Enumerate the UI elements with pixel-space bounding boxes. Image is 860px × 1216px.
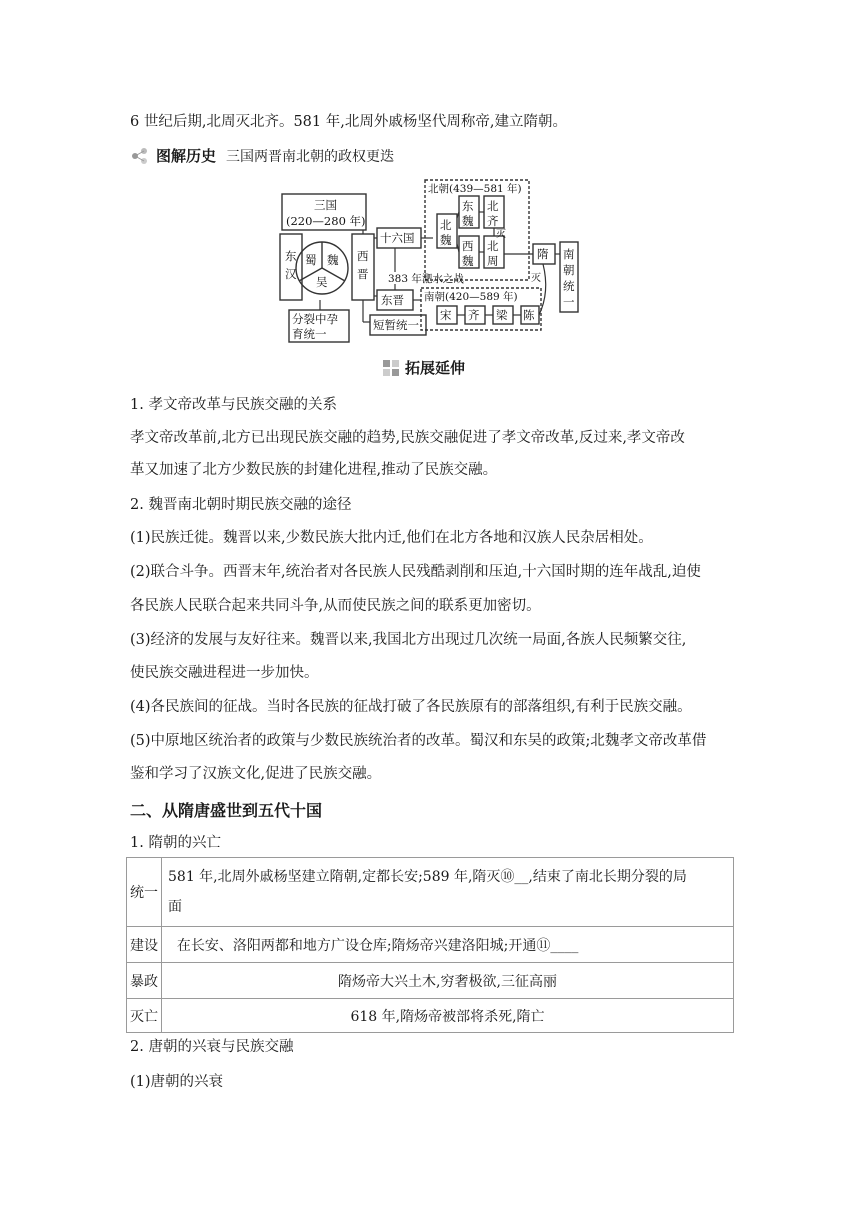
label-feishui: 383 年淝水之战 xyxy=(388,273,464,285)
diagram-section-icon xyxy=(130,147,150,165)
cell-line: 在长安、洛阳两都和地方广设仓库;隋炀帝兴建洛阳城;开通⑪____ xyxy=(168,937,579,954)
label-dongwei-1: 东 xyxy=(462,199,474,213)
label-chen: 陈 xyxy=(523,308,535,322)
label-mie-2: 灭 xyxy=(531,273,541,284)
s1-item2-line2: 各民族人民联合起来共同斗争,从而使民族之间的联系更加密切。 xyxy=(130,598,541,614)
s1-item3-line2: 使民族交融进程进一步加快。 xyxy=(130,665,319,681)
regime-diagram xyxy=(275,172,585,344)
section2-sub1: 1. 隋朝的兴亡 xyxy=(130,835,221,851)
label-shiliuguo: 十六国 xyxy=(380,231,415,245)
label-qi: 齐 xyxy=(468,308,480,322)
cell-line: 581 年,北周外戚杨坚建立隋朝,定都长安;589 年,隋灭⑩__,结束了南北长期分裂的局 xyxy=(168,869,687,885)
table-row xyxy=(127,858,734,927)
label-beiwei-1: 北 xyxy=(440,218,452,232)
s1-title2: 2. 魏晋南北朝时期民族交融的途径 xyxy=(130,497,352,513)
section2-sub2: 2. 唐朝的兴衰与民族交融 xyxy=(130,1039,294,1055)
label-donghan-2: 汉 xyxy=(285,267,297,281)
label-nanchao-unify-1: 南 xyxy=(563,247,575,261)
s1-title1: 1. 孝文帝改革与民族交融的关系 xyxy=(130,397,337,413)
label-xiwei-2: 魏 xyxy=(462,254,474,268)
label-nanchao: 南朝(420—589 年) xyxy=(424,291,518,303)
table-cell xyxy=(162,927,734,963)
table-row xyxy=(127,963,734,999)
table-head-cell: 灭亡 xyxy=(127,999,162,1033)
section2-sub3: (1)唐朝的兴衰 xyxy=(130,1074,224,1090)
label-beizhou-1: 北 xyxy=(487,239,499,253)
s1-item5-line2: 鉴和学习了汉族文化,促进了民族交融。 xyxy=(130,766,382,782)
label-beiwei-2: 魏 xyxy=(440,233,452,247)
label-sanguo: 三国 xyxy=(314,198,337,212)
table-head-cell: 暴政 xyxy=(127,963,162,999)
section2-heading: 二、从隋唐盛世到五代十国 xyxy=(130,801,323,820)
label-fenlie-2: 育统一 xyxy=(292,327,327,341)
extension-section-icon xyxy=(383,360,399,376)
label-fenlie-1: 分裂中孕 xyxy=(292,312,338,326)
s1-item4-line1: (4)各民族间的征战。当时各民族的征战打破了各民族原有的部落组织,有利于民族交融。 xyxy=(130,699,692,715)
label-beiqi-1: 北 xyxy=(487,199,499,213)
tuozhan-header xyxy=(383,357,465,378)
label-sanguo-years: (220—280 年) xyxy=(286,214,366,228)
tujie-subtitle: 三国两晋南北朝的政权更迭 xyxy=(226,148,395,165)
tujie-header xyxy=(130,145,394,166)
label-xijin-1: 西 xyxy=(357,249,369,263)
s1-item3-line1: (3)经济的发展与友好往来。魏晋以来,我国北方出现过几次统一局面,各族人民频繁交往, xyxy=(130,632,687,648)
label-beizhou-2: 周 xyxy=(487,254,499,268)
label-donghan-1: 东 xyxy=(285,249,297,263)
label-nanchao-unify-2: 朝 xyxy=(563,263,575,277)
cell-line: 面 xyxy=(168,899,182,915)
s1-item2-line1: (2)联合斗争。西晋末年,统治者对各民族人民残酷剥削和压迫,十六国时期的连年战乱,迫使 xyxy=(130,564,701,580)
label-liang: 梁 xyxy=(496,308,508,322)
s1-item5-line1: (5)中原地区统治者的政策与少数民族统治者的改革。蜀汉和东吴的政策;北魏孝文帝改革借 xyxy=(130,733,707,749)
label-beichao: 北朝(439—581 年) xyxy=(428,183,522,195)
table-cell: 618 年,隋炀帝被部将杀死,隋亡 xyxy=(162,999,734,1033)
tuozhan-label: 拓展延伸 xyxy=(405,359,466,377)
label-mie-1: 灭 xyxy=(496,229,506,240)
s1-p1-line1: 孝文帝改革前,北方已出现民族交融的趋势,民族交融促进了孝文帝改革,反过来,孝文帝改 xyxy=(130,430,685,446)
table-head-cell: 统一 xyxy=(127,858,162,927)
label-dongjin: 东晋 xyxy=(381,293,404,307)
label-xiwei-1: 西 xyxy=(462,239,474,253)
label-shu: 蜀 xyxy=(305,253,317,267)
sui-table xyxy=(126,857,734,1033)
table-row xyxy=(127,927,734,963)
label-duanzan: 短暂统一 xyxy=(373,318,419,332)
label-wu: 吴 xyxy=(316,275,328,289)
label-sui: 隋 xyxy=(537,247,549,261)
label-nanchao-unify-4: 一 xyxy=(563,295,575,309)
label-wei: 魏 xyxy=(327,253,339,267)
s1-item1-line1: (1)民族迁徙。魏晋以来,少数民族大批内迁,他们在北方各地和汉族人民杂居相处。 xyxy=(130,530,653,546)
label-dongwei-2: 魏 xyxy=(462,214,474,228)
table-cell: 隋炀帝大兴土木,穷奢极欲,三征高丽 xyxy=(162,963,734,999)
label-song: 宋 xyxy=(440,308,452,322)
table-head-cell: 建设 xyxy=(127,927,162,963)
label-xijin-2: 晋 xyxy=(357,267,369,281)
table-cell xyxy=(162,858,734,927)
label-beiqi-2: 齐 xyxy=(487,214,499,228)
tujie-label: 图解历史 xyxy=(156,147,217,165)
label-nanchao-unify-3: 统 xyxy=(563,279,575,293)
s1-p1-line2: 革又加速了北方少数民族的封建化进程,推动了民族交融。 xyxy=(130,462,498,478)
intro-line: 6 世纪后期,北周灭北齐。581 年,北周外戚杨坚代周称帝,建立隋朝。 xyxy=(130,114,567,130)
table-row xyxy=(127,999,734,1033)
